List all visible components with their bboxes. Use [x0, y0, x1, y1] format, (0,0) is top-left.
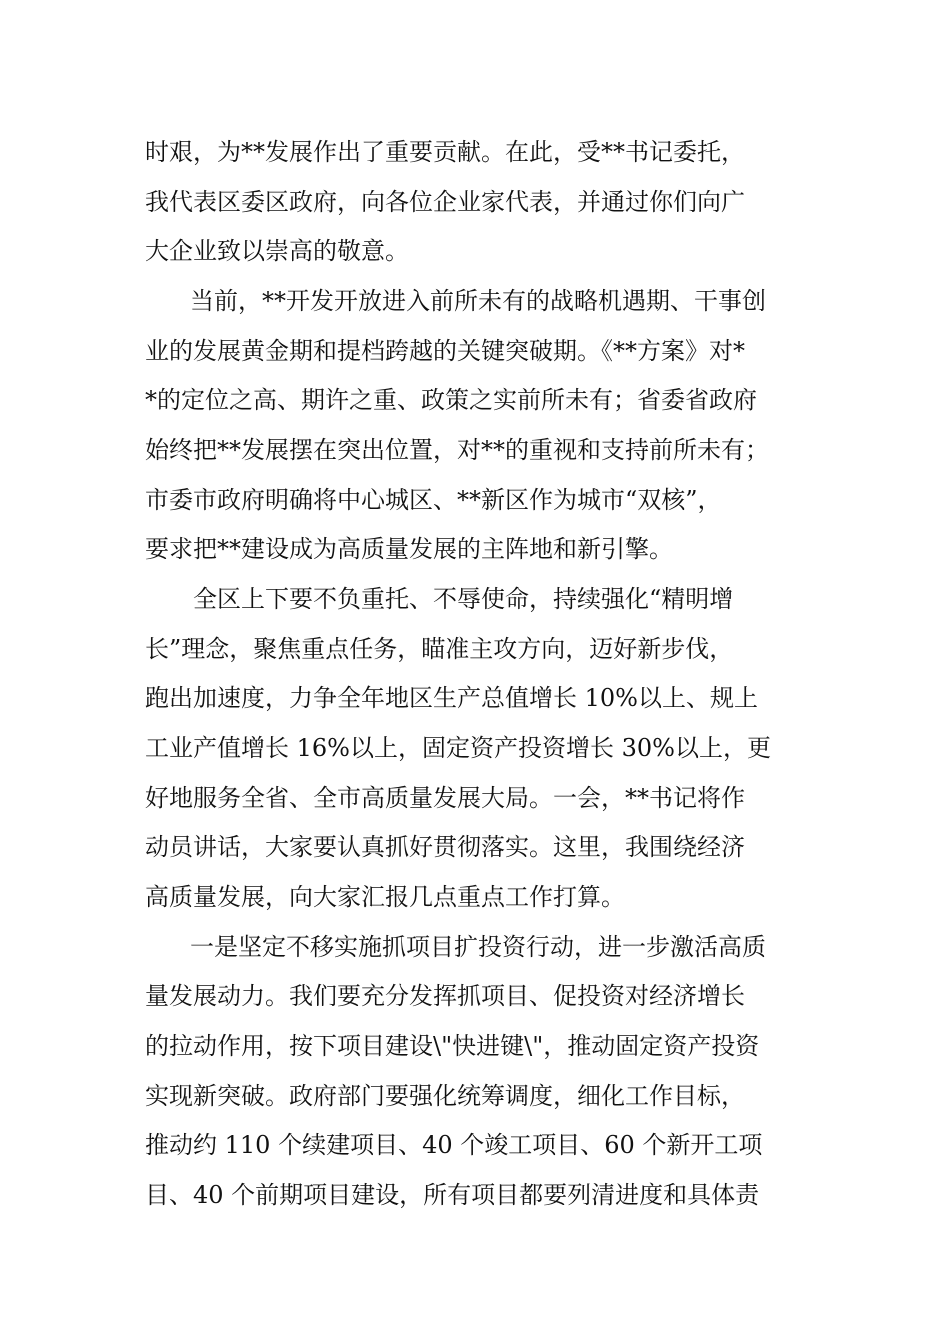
- text-line: 业的发展黄金期和提档跨越的关键突破期。《**方案》对*: [145, 337, 745, 365]
- text-line: 长”理念，聚焦重点任务，瞄准主攻方向，迈好新步伐，: [145, 635, 734, 663]
- text-line: 工业产值增长 16%以上，固定资产投资增长 30%以上，更: [145, 734, 771, 762]
- text-line: 推动约 110 个续建项目、40 个竣工项目、60 个新开工项: [145, 1131, 763, 1159]
- text-line: 的拉动作用，按下项目建设\"快进键\"，推动固定资产投资: [145, 1032, 760, 1060]
- text-line: 市委市政府明确将中心城区、**新区作为城市“双核”，: [145, 486, 722, 514]
- text-line: 高质量发展，向大家汇报几点重点工作打算。: [145, 883, 625, 911]
- text-line: 目、40 个前期项目建设，所有项目都要列清进度和具体责: [145, 1181, 760, 1209]
- text-line: 一是坚定不移实施抓项目扩投资行动，进一步激活高质: [190, 933, 766, 961]
- text-line: 时艰，为**发展作出了重要贡献。在此，受**书记委托，: [145, 138, 745, 166]
- text-line: 实现新突破。政府部门要强化统筹调度，细化工作目标，: [145, 1082, 745, 1110]
- text-line: 始终把**发展摆在突出位置，对**的重视和支持前所未有；: [145, 436, 769, 464]
- text-line: 大企业致以崇高的敬意。: [145, 237, 409, 265]
- text-line: 要求把**建设成为高质量发展的主阵地和新引擎。: [145, 535, 673, 563]
- text-line: 跑出加速度，力争全年地区生产总值增长 10%以上、规上: [145, 684, 758, 712]
- text-line: 全区上下要不负重托、不辱使命，持续强化“精明增: [193, 585, 734, 613]
- text-line: 动员讲话，大家要认真抓好贯彻落实。这里，我围绕经济: [145, 833, 745, 861]
- text-line: 当前，**开发开放进入前所未有的战略机遇期、干事创: [190, 287, 766, 315]
- text-line: 好地服务全省、全市高质量发展大局。一会，**书记将作: [145, 784, 745, 812]
- text-line: *的定位之高、期许之重、政策之实前所未有；省委省政府: [145, 386, 757, 414]
- text-line: 我代表区委区政府，向各位企业家代表，并通过你们向广: [145, 188, 745, 216]
- text-line: 量发展动力。我们要充分发挥抓项目、促投资对经济增长: [145, 982, 745, 1010]
